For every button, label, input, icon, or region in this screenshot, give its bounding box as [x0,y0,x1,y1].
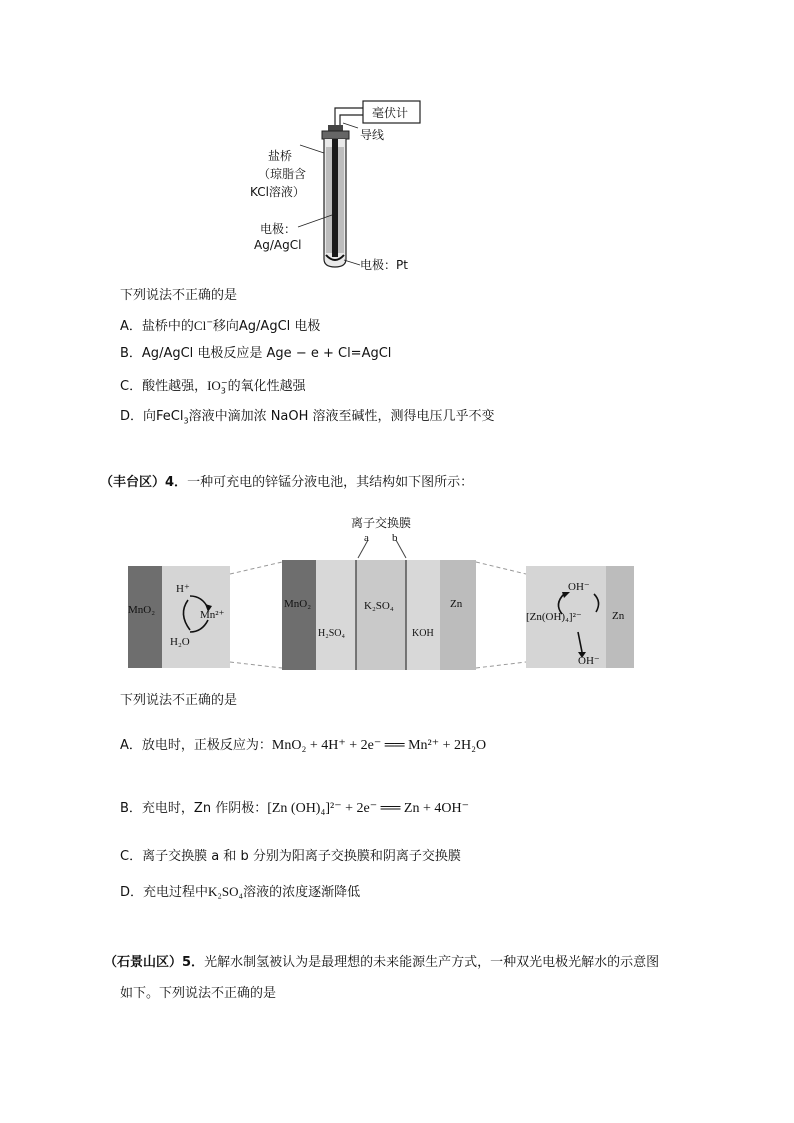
right-oh-top-label: OH⁻ [568,581,590,593]
left-electrode-value: Ag/AgCl [254,238,302,252]
q4-number: 4． [165,475,188,490]
left-mno2-label: MnO₂ [128,604,156,616]
q4-option-a [120,737,486,755]
membrane-title: 离子交换膜 [351,516,412,530]
q4-option-d-rest: 溶液的浓度逐渐降低 [243,885,361,900]
ferric-chloride: FeCl [156,409,184,424]
q4-stem-text: 一种可充电的锌锰分液电池，其结构如下图所示： [187,475,474,490]
q5-district: （石景山区） [104,955,183,970]
q3-option-c-text: C．酸性越强， [120,379,208,394]
salt-bridge-label-2: （琼脂含 [258,167,307,181]
q5-stem-line1 [104,954,659,972]
right-oh-bottom-label: OH⁻ [578,655,600,667]
wire-label: 导线 [360,128,385,142]
left-mn-ion-label: Mn²⁺ [200,609,225,621]
q3-option-a-text: A．盐桥中的 [120,319,194,334]
battery-figure [126,512,636,672]
electrode-apparatus-figure [240,95,480,275]
q3-option-c-rest: 的氧化性越强 [227,379,306,394]
q4-option-a-equation: MnO₂ + 4H⁺ + 2e⁻ ══ Mn²⁺ + 2H₂O [271,738,487,753]
q3-option-d-rest: 溶液中滴加浓 NaOH 溶液至碱性，测得电压几乎不变 [188,409,495,424]
left-electrode-label: 电极： [260,222,297,236]
q4-option-c: C．离子交换膜 a 和 b 分别为阳离子交换膜和阴离子交换膜 [120,849,461,864]
q3-option-c: C．酸性越强，$IO_3^-$的氧化性越强 [120,377,306,396]
left-water-label: H₂O [170,636,190,648]
salt-bridge-label-3: KCl溶液） [250,185,305,199]
q3-option-a-rest: 移向Ag/AgCl 电极 [212,319,321,334]
q5-number: 5． [182,955,205,970]
q5-line1-text: 光解水制氢被认为是最理想的未来能源生产方式，一种双光电极光解水的示意图 [204,955,660,970]
membrane-a-label: a [364,532,369,544]
q4-option-d-text: D．充电过程中 [120,885,209,900]
chloride-ion: Cl [193,318,207,333]
right-electrode-label: 电极：Pt [360,258,408,272]
left-h-ion-label: H⁺ [176,583,190,595]
q3-prompt: 下列说法不正确的是 [120,288,238,303]
right-zn-label: Zn [612,610,625,622]
sulfuric-acid-label: H₂SO₄ [318,628,345,639]
koh-label: KOH [412,628,434,639]
zincate-label: [Zn(OH)₄]²⁻ [526,611,582,623]
q4-prompt: 下列说法不正确的是 [120,693,238,708]
q4-option-a-text: A．放电时，正极反应为： [120,738,272,753]
q4-option-b-equation: [Zn (OH)₄]²⁻ + 2e⁻ ══ Zn + 4OH⁻ [267,801,469,816]
membrane-b-label: b [392,532,398,544]
q3-option-d: D．向FeCl$_3$溶液中滴加浓 NaOH 溶液至碱性，测得电压几乎不变 [120,409,495,426]
potassium-sulfate: K₂SO₄ [208,884,244,899]
q4-district: （丰台区） [100,475,166,490]
mid-mno2-label: MnO₂ [284,598,312,610]
iodate-ion: IO [207,378,221,393]
q3-option-b: B．Ag/AgCl 电极反应是 Age − e + Cl=AgCl [120,346,392,361]
q4-stem [100,474,473,492]
millivoltmeter-label: 毫伏计 [372,106,409,120]
q3-option-d-text: D．向 [120,409,157,424]
q4-option-b [120,800,469,818]
battery-drawing [126,512,636,672]
q4-option-d [120,883,360,902]
mid-zn-label: Zn [450,598,463,610]
potassium-sulfate-label: K₂SO₄ [364,600,394,612]
q5-stem-line2: 如下。下列说法不正确的是 [120,986,277,1001]
q4-option-b-text: B．充电时，Zn 作阴极： [120,801,268,816]
salt-bridge-label: 盐桥 [268,149,293,163]
q3-option-a: A．盐桥中的Cl−移向Ag/AgCl 电极 [120,317,321,334]
